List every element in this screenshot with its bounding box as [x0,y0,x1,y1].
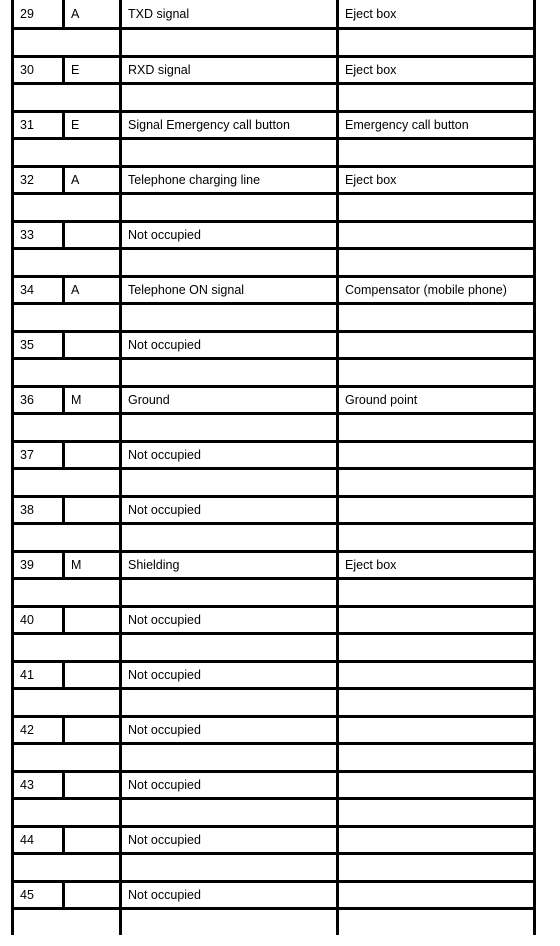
spacer-row [13,634,535,662]
destination-cell: Eject box [338,552,535,579]
pin-row [13,387,535,414]
spacer-cell [121,139,338,167]
pin-row [13,827,535,854]
spacer-cell [121,469,338,497]
spacer-cell [338,909,535,936]
signal-name-cell: Not occupied [121,772,338,799]
signal-name-cell: Not occupied [121,882,338,909]
pin-number-cell: 34 [13,277,64,304]
spacer-cell [338,359,535,387]
spacer-cell [338,139,535,167]
destination-cell: Compensator (mobile phone) [338,277,535,304]
spacer-row [13,194,535,222]
spacer-row [13,84,535,112]
spacer-cell [13,854,121,882]
spacer-cell [13,909,121,936]
spacer-cell [13,249,121,277]
signal-name-cell: TXD signal [121,0,338,29]
pin-number-cell: 35 [13,332,64,359]
pin-number-cell: 40 [13,607,64,634]
spacer-cell [338,799,535,827]
pin-number-cell: 31 [13,112,64,139]
destination-cell [338,332,535,359]
pin-row [13,0,535,29]
spacer-cell [338,744,535,772]
signal-direction-cell [64,332,121,359]
destination-cell [338,717,535,744]
signal-name-cell: Not occupied [121,607,338,634]
spacer-row [13,799,535,827]
spacer-cell [13,634,121,662]
spacer-cell [338,689,535,717]
pin-table-body [13,0,535,935]
spacer-row [13,249,535,277]
spacer-cell [338,854,535,882]
pin-number-cell: 39 [13,552,64,579]
spacer-cell [121,689,338,717]
pin-row [13,497,535,524]
signal-direction-cell [64,827,121,854]
destination-cell: Emergency call button [338,112,535,139]
pin-row [13,552,535,579]
signal-direction-cell [64,882,121,909]
signal-direction-cell: E [64,57,121,84]
pin-row [13,57,535,84]
signal-name-cell: Not occupied [121,497,338,524]
spacer-row [13,414,535,442]
signal-name-cell: Telephone ON signal [121,277,338,304]
destination-cell: Ground point [338,387,535,414]
pin-number-cell: 32 [13,167,64,194]
spacer-row [13,304,535,332]
signal-direction-cell: A [64,0,121,29]
spacer-row [13,689,535,717]
spacer-cell [121,249,338,277]
pin-number-cell: 29 [13,0,64,29]
spacer-row [13,579,535,607]
spacer-cell [121,579,338,607]
signal-direction-cell [64,772,121,799]
signal-name-cell: Not occupied [121,717,338,744]
pin-row [13,607,535,634]
destination-cell [338,772,535,799]
spacer-cell [13,744,121,772]
spacer-cell [13,579,121,607]
destination-cell: Eject box [338,167,535,194]
pin-number-cell: 43 [13,772,64,799]
destination-cell: Eject box [338,0,535,29]
pin-number-cell: 38 [13,497,64,524]
spacer-cell [121,29,338,57]
signal-name-cell: Not occupied [121,442,338,469]
signal-direction-cell: M [64,387,121,414]
spacer-cell [121,634,338,662]
spacer-row [13,524,535,552]
spacer-cell [338,414,535,442]
destination-cell [338,662,535,689]
signal-direction-cell [64,222,121,249]
pin-row [13,222,535,249]
spacer-cell [338,469,535,497]
spacer-row [13,139,535,167]
spacer-cell [338,194,535,222]
spacer-cell [338,84,535,112]
destination-cell [338,222,535,249]
spacer-row [13,29,535,57]
signal-direction-cell: A [64,277,121,304]
signal-direction-cell [64,607,121,634]
signal-name-cell: Not occupied [121,827,338,854]
signal-name-cell: RXD signal [121,57,338,84]
pin-row [13,882,535,909]
signal-name-cell: Shielding [121,552,338,579]
destination-cell [338,607,535,634]
spacer-cell [121,194,338,222]
spacer-cell [121,414,338,442]
spacer-row [13,359,535,387]
signal-direction-cell [64,662,121,689]
signal-direction-cell [64,717,121,744]
spacer-cell [13,84,121,112]
signal-name-cell: Not occupied [121,332,338,359]
spacer-cell [13,689,121,717]
destination-cell [338,497,535,524]
spacer-cell [13,469,121,497]
pin-row [13,662,535,689]
pin-row [13,332,535,359]
signal-direction-cell: E [64,112,121,139]
spacer-cell [121,359,338,387]
pin-row [13,277,535,304]
pin-number-cell: 33 [13,222,64,249]
spacer-cell [338,524,535,552]
spacer-cell [13,359,121,387]
signal-name-cell: Not occupied [121,662,338,689]
pin-number-cell: 45 [13,882,64,909]
destination-cell [338,882,535,909]
spacer-cell [121,524,338,552]
signal-direction-cell [64,497,121,524]
spacer-row [13,854,535,882]
signal-direction-cell: A [64,167,121,194]
spacer-cell [13,524,121,552]
pin-row [13,717,535,744]
spacer-row [13,909,535,936]
destination-cell [338,442,535,469]
spacer-cell [13,304,121,332]
pin-row [13,167,535,194]
spacer-cell [13,799,121,827]
spacer-cell [13,29,121,57]
spacer-cell [338,249,535,277]
spacer-row [13,744,535,772]
spacer-cell [338,634,535,662]
spacer-cell [121,909,338,936]
spacer-cell [338,29,535,57]
signal-direction-cell [64,442,121,469]
spacer-cell [338,304,535,332]
signal-direction-cell: M [64,552,121,579]
destination-cell [338,827,535,854]
signal-name-cell: Ground [121,387,338,414]
pin-number-cell: 36 [13,387,64,414]
spacer-cell [338,579,535,607]
spacer-cell [121,799,338,827]
pin-number-cell: 42 [13,717,64,744]
pin-row [13,112,535,139]
spacer-cell [13,194,121,222]
pin-number-cell: 44 [13,827,64,854]
destination-cell: Eject box [338,57,535,84]
pin-number-cell: 37 [13,442,64,469]
pin-row [13,442,535,469]
signal-name-cell: Signal Emergency call button [121,112,338,139]
spacer-cell [121,84,338,112]
spacer-cell [13,139,121,167]
signal-name-cell: Not occupied [121,222,338,249]
pin-assignment-table [11,0,536,935]
pin-number-cell: 41 [13,662,64,689]
spacer-cell [121,744,338,772]
pin-row [13,772,535,799]
pin-number-cell: 30 [13,57,64,84]
spacer-cell [13,414,121,442]
spacer-cell [121,854,338,882]
spacer-cell [121,304,338,332]
spacer-row [13,469,535,497]
signal-name-cell: Telephone charging line [121,167,338,194]
